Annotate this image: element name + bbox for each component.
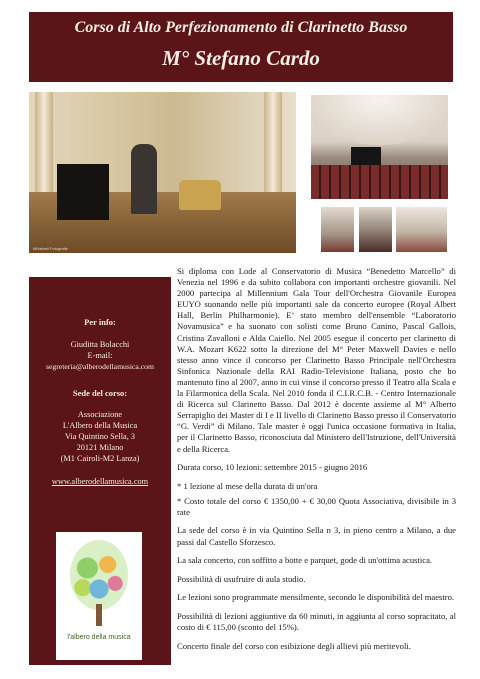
- final-concert: Concerto finale del corso con esibizione degli allievi più meritevoli.: [177, 640, 411, 651]
- info-sidebar: [29, 277, 171, 665]
- teacher-name: M° Stefano Cardo: [162, 46, 320, 70]
- course-duration: Durata corso, 10 lezioni: settembre 2015 - giugno 2016: [177, 462, 368, 473]
- contact-name: Giuditta Bolacchi: [70, 340, 130, 349]
- photo-clarinettist: [131, 144, 157, 214]
- hall-description: La sala concerto, con soffitto a botte e parquet, gode di un'ottima acustica.: [177, 555, 433, 566]
- venue-line: 20121 Milano: [76, 443, 124, 452]
- photo-credit: MHatoeli Fotografie: [33, 246, 68, 251]
- header-banner: [29, 12, 453, 82]
- performer-photo: [29, 92, 296, 253]
- photo-piano: [57, 164, 109, 220]
- extra-lessons: Possibilità di lezioni aggiuntive da 60 minuti, in aggiunta al corso sopracitato, al costo di € 115,00 (sconto del 15%).: [177, 610, 456, 633]
- website-link[interactable]: www.alberodellamusica.com: [51, 477, 149, 486]
- photo-armchair: [179, 180, 221, 210]
- venue-heading: Sede del corso:: [72, 388, 128, 398]
- venue-line: Via Quintino Sella, 3: [64, 432, 136, 441]
- hall-vault: [311, 95, 448, 145]
- tree-trunk-icon: [96, 604, 102, 626]
- teacher-bio: Si diploma con Lode al Conservatorio di Musica “Benedetto Marcello” di Venezia nel 1996 e da subito collabora con importanti orchestre giovanili. Nel 2000 partecipa al Millennium Gala Tour dell'Orchestra Giovanile Europea EUYO suonando nelle più importanti sale da concerto europee (Royal Albert Hall, Berlin Philharmonie). E’ stato membro dell'ensemble “Laboratorio Novamusica” e ha suonato con solisti come Bruno Canino, Pascal Gallois, Cristina Zavalloni e Alda Caiello. Nel 2005 esegue il concerto per clarinetto di W.A. Mozart K622 sotto la direzione del M° Peter Maxwell Davies e nello stesso anno vince il concorso per Clarinetto Basso Principale nell'Orchestra Sinfonica Nazionale della RAI Radio-Televisione Italiana, posto che ho mantenuto fino al 2007, anno in cui vinse il concorso presso il Teatro alla Scala e la Filarmonica della Scala. Nel 2010 fonda il C.I.R.C.B. - Centro Internazionale di Ricerca sul Clarinetto Basso. Dal 2012 è docente assieme al M° Alberto Serrapiglio dei Master di I e II livello di Clarinetto Basso presso il Conservatorio “G. Verdi” di Milano. Tale master è oggi l'unica occasione formativa in Italia, per il Clarinetto Basso, riconosciuta dal Ministero dell'Istruzione, dell'Università e della Ricerca.: [177, 266, 456, 454]
- course-cost: * Costo totale del corso € 1350,00 + € 30,00 Quota Associativa, divisibile in 3 rate: [177, 495, 456, 517]
- venue-line: (M1 Cairoli-M2 Lanza): [60, 454, 140, 463]
- lesson-length: * 1 lezione al mese della durata di un'ora: [177, 480, 318, 491]
- course-location: La sede del corso è in via Quintino Sella n 3, in pieno centro a Milano, a due passi dal Castello Sforzesco.: [177, 525, 456, 547]
- email-address[interactable]: segreteria@alberodellamusica.com: [45, 362, 155, 371]
- hall-seats: [311, 165, 448, 199]
- hall-thumbnail: [396, 207, 447, 252]
- course-description: [177, 266, 456, 659]
- venue-line: Associazione: [77, 410, 123, 419]
- hall-thumbnail: [321, 207, 354, 252]
- email-label: E-mail:: [87, 351, 113, 360]
- hall-thumbnail: [359, 207, 392, 252]
- info-heading: Per info:: [84, 317, 116, 327]
- lesson-schedule: Le lezioni sono programmate mensilmente, secondo le disponibilità del maestro.: [177, 592, 455, 603]
- tree-canopy-icon: [70, 540, 128, 610]
- logo-text: l'albero della musica: [67, 634, 131, 641]
- study-room: Possibilità di usufruire di aula studio.: [177, 573, 306, 584]
- concert-hall-photo: [311, 95, 448, 199]
- venue-line: L'Albero della Musica: [62, 421, 138, 430]
- course-title: Corso di Alto Perfezionamento di Clarinetto Basso: [74, 19, 408, 36]
- association-logo: [56, 532, 142, 660]
